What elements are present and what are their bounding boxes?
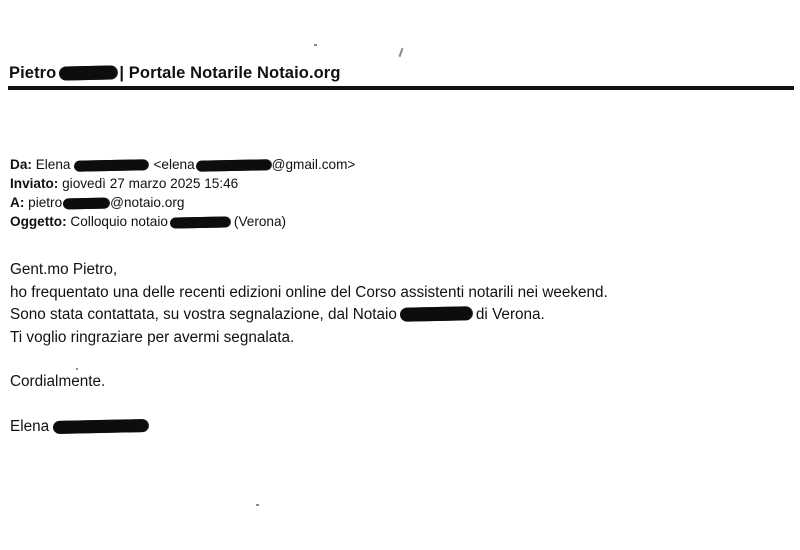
body-line-2: [10, 304, 608, 327]
redacted-signature-surname: [53, 419, 148, 434]
paragraph-gap: [10, 349, 608, 371]
signature-name: Elena: [10, 417, 50, 435]
sent-value: giovedì 27 marzo 2025 15:46: [62, 176, 239, 191]
redacted-sender-surname: [74, 159, 148, 172]
sent-line: [10, 174, 355, 193]
email-metadata: [10, 155, 355, 231]
body-line-2-suffix: di Verona.: [475, 306, 545, 323]
redacted-notary-name: [170, 216, 230, 228]
closing: Cordialmente.: [10, 373, 106, 390]
scan-speck: [256, 504, 259, 506]
sent-label: Inviato:: [10, 176, 59, 191]
to-suffix: @notaio.org: [110, 195, 185, 210]
header-separator: |: [119, 64, 125, 82]
body-line-2-prefix: Sono stata contattata, su vostra segnalazione, dal Notaio: [10, 306, 397, 323]
scan-speck: [399, 48, 404, 57]
subject-suffix: (Verona): [233, 214, 287, 229]
from-email-prefix: <elena: [153, 157, 195, 172]
paragraph-gap: [10, 394, 608, 416]
email-body: [10, 259, 608, 438]
header-portal-title: Portale Notarile Notaio.org: [128, 64, 341, 82]
subject-prefix: Colloquio notaio: [70, 214, 168, 229]
from-name: Elena: [35, 157, 71, 172]
from-email-suffix: @gmail.com>: [271, 157, 356, 172]
body-line-3: Ti voglio ringraziare per avermi segnalata.: [10, 328, 295, 346]
redacted-surname: [59, 65, 117, 80]
header-divider: [8, 86, 794, 90]
greeting: Gent.mo Pietro,: [10, 261, 118, 278]
document-header: [9, 64, 341, 83]
redacted-recipient-part: [63, 198, 109, 210]
redacted-email-part: [196, 159, 271, 172]
to-label: A:: [10, 195, 25, 210]
scan-speck: [314, 44, 317, 46]
to-prefix: pietro: [28, 195, 63, 210]
from-line: [10, 155, 355, 174]
subject-line: [10, 212, 355, 231]
to-line: [10, 193, 355, 212]
header-sender-name: Pietro: [9, 64, 57, 82]
from-label: Da:: [10, 157, 32, 172]
subject-label: Oggetto:: [10, 214, 67, 229]
redacted-notary-surname: [400, 306, 472, 322]
signature: [10, 416, 608, 439]
body-line-1: ho frequentato una delle recenti edizioni online del Corso assistenti notarili nei weekend.: [10, 283, 608, 301]
